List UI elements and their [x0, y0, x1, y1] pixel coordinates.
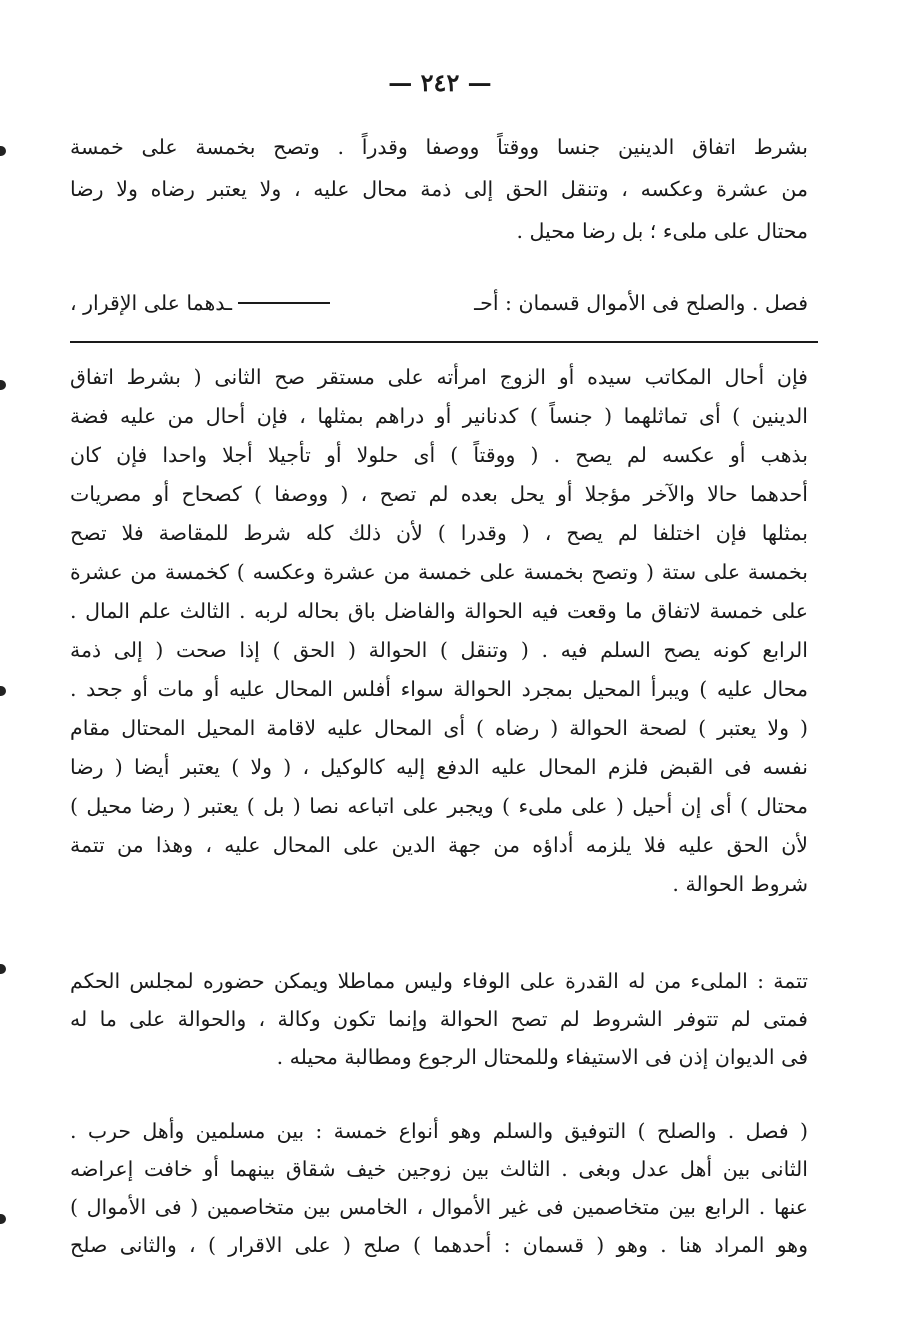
- sharh-line: ( ولا يعتبر ) لصحة الحوالة ( رضاه ) أى المحال عليه لاقامة المحيل المحتال مقام: [70, 716, 808, 740]
- fasl-sharh-line: ( فصل . والصلح ) التوفيق والسلم وهو أنواع خمسة : بين مسلمين وأهل حرب .: [70, 1119, 808, 1143]
- tatimma-line: تتمة : الملىء من له القدرة على الوفاء وليس مماطلا ويمكن حضوره لمجلس الحكم: [70, 969, 808, 993]
- matn-line: محتال على ملىء ؛ بل رضا محيل .: [516, 219, 808, 243]
- fasl-sharh-line: عنها . الرابع بين متخاصمين فى غير الأموال ، الخامس بين متخاصمين ( فى الأموال ): [70, 1195, 808, 1219]
- margin-mark: [0, 380, 6, 390]
- sharh-line: محتال ) أى إن أحيل ( على ملىء ) ويجبر على اتباعه نصا ( بل ) يعتبر ( رضا محيل ): [70, 794, 808, 818]
- tatweel-dash: [238, 302, 330, 304]
- sharh-line: بذهب أو عكسه لم يصح . ( ووقتاً ) أى حلولا أو تأجيلا أجلا واحدا فإن كان: [70, 443, 808, 467]
- sharh-line: أحدهما حالا والآخر مؤجلا أو يحل بعده لم تصح ، ( ووصفا ) كصحاح أو مصريات: [70, 482, 808, 506]
- sharh-line: لأن الحق عليه فلا يلزمه أداؤه من جهة الدين على المحال عليه ، وهذا من تتمة: [70, 833, 808, 857]
- matn-text: [70, 126, 808, 252]
- sharh-line: الرابع كونه يصح السلم فيه . ( وتنقل ) الحوالة ( الحق ) إذا صحت ( إلى ذمة: [70, 638, 808, 662]
- tatimma-line: فى الديوان إذن فى الاستيفاء وللمحتال الرجوع ومطالبة محيله .: [276, 1045, 808, 1069]
- sharh-line: بخمسة على ستة ( وتصح بخمسة على خمسة من عشرة وعكسه ) كخمسة من عشرة: [70, 560, 808, 584]
- tatimma-line: فمتى لم تتوفر الشروط لم تصح الحوالة وإنما تكون وكالة ، والحوالة على ما له: [70, 1007, 808, 1031]
- separator-rule: [70, 341, 818, 343]
- sharh-line: محال عليه ) ويبرأ المحيل بمجرد الحوالة سواء أفلس المحال عليه أو مات أو جحد .: [70, 677, 808, 701]
- matn-line: من عشرة وعكسه ، وتنقل الحق إلى ذمة محال عليه ، ولا يعتبر رضاه ولا رضا: [70, 177, 808, 201]
- sharh-text: [70, 358, 808, 904]
- sharh-line: بمثلها فإن اختلفا لم يصح ، ( وقدرا ) لأن ذلك كله شرط للمقاصة فلا تصح: [70, 521, 808, 545]
- sharh-line: فإن أحال المكاتب سيده أو الزوج امرأته على مستقر صح الثانى ( بشرط اتفاق: [70, 365, 808, 389]
- margin-mark: [0, 686, 6, 696]
- fasl-heading-right: فصل . والصلح فى الأموال قسمان : أحـ: [474, 291, 808, 315]
- fasl-sharh-text: [70, 1112, 808, 1264]
- margin-mark: [0, 964, 6, 974]
- sharh-line: نفسه فى القبض فلزم المحال عليه الدفع إليه كالوكيل ، ( ولا ) يعتبر أيضا ( رضا: [70, 755, 808, 779]
- sharh-line: على خمسة لاتفاق ما وقعت فيه الحوالة والفاضل باق بحاله لربه . الثالث علم المال .: [70, 599, 808, 623]
- fasl-heading-left: ـدهما على الإقرار ،: [70, 291, 233, 315]
- sharh-line: الدينين ) أى تماثلهما ( جنساً ) كدنانير أو دراهم بمثلها ، فإن أحال من عليه فضة: [70, 404, 808, 428]
- sharh-line: شروط الحوالة .: [672, 872, 808, 896]
- fasl-sharh-line: الثانى بين أهل عدل وبغى . الثالث بين زوجين خيف شقاق بينهما أو خافت إعراضه: [70, 1157, 808, 1181]
- page-number: — ٢٤٢ —: [388, 68, 492, 97]
- fasl-sharh-line: وهو المراد هنا . وهو ( قسمان : أحدهما ) صلح ( على الاقرار ) ، والثانى صلح: [70, 1233, 808, 1257]
- margin-mark: [0, 146, 6, 156]
- matn-line: بشرط اتفاق الدينين جنسا ووقتاً ووصفا وقدراً . وتصح بخمسة على خمسة: [70, 135, 808, 159]
- margin-mark: [0, 1214, 6, 1224]
- fasl-heading: [70, 282, 808, 324]
- tatimma-text: [70, 962, 808, 1076]
